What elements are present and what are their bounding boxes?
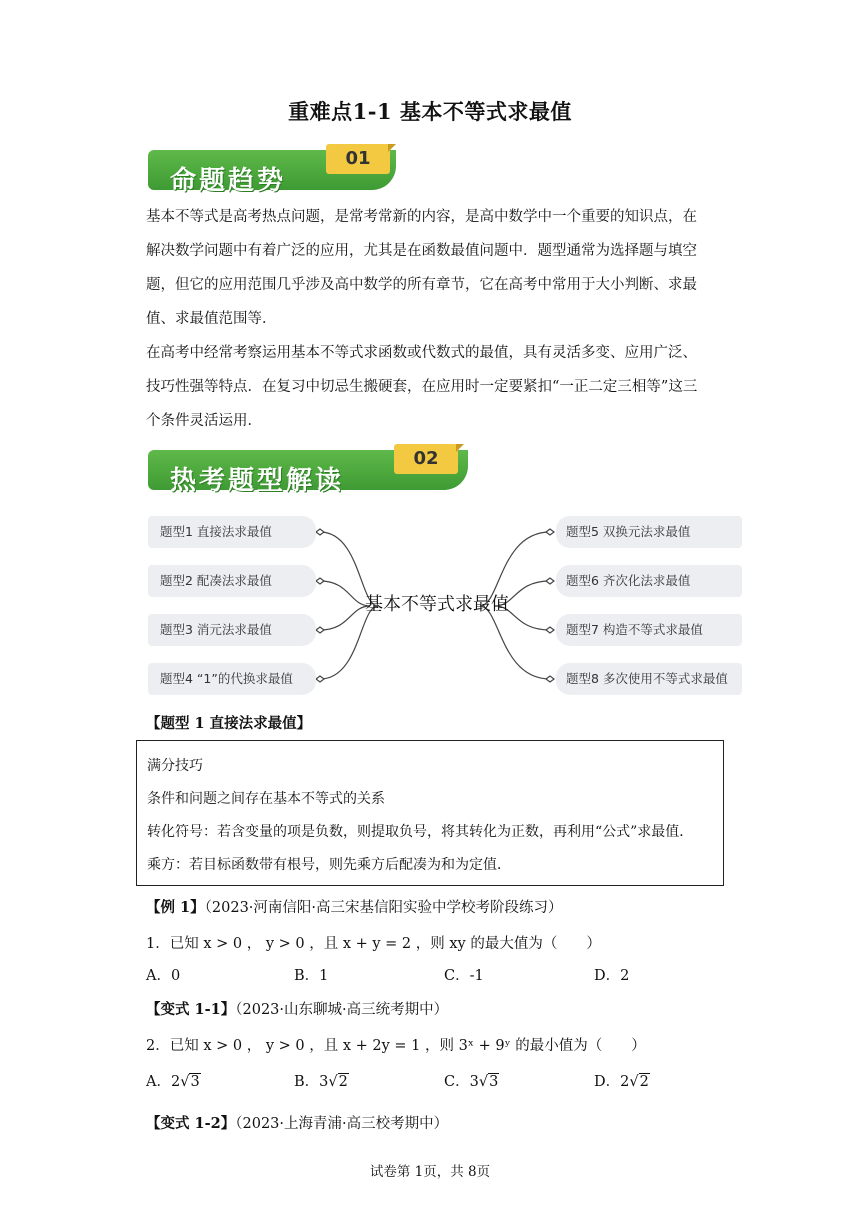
banner-number-tag: 01 (326, 144, 390, 174)
node-diamond (546, 529, 554, 535)
mindmap-node-type-8: 题型8 多次使用不等式求最值 (556, 663, 742, 695)
option-d (594, 1070, 650, 1091)
option-prefix: D． (594, 1074, 621, 1090)
option-b: B．1 (294, 968, 329, 984)
intro-line: 解决数学问题中有着广泛的应用，尤其是在函数最值问题中．题型通常为选择题与填空 (146, 243, 697, 259)
question-2: 2．已知 x > 0 ， y > 0 ，且 x + 2y = 1 ，则 3ˣ + 9ʸ 的最小值为（ ） (146, 1038, 646, 1054)
question-1-options (146, 964, 746, 986)
question-1: 1．已知 x > 0 ， y > 0 ，且 x + y = 2 ，则 xy 的最大值为（ ） (146, 936, 601, 952)
option-a: A．0 (146, 968, 181, 984)
intro-paragraph-2 (146, 336, 716, 438)
radicand: 3 (190, 1074, 200, 1090)
example-1-header (146, 896, 563, 917)
tip-line: 条件和问题之间存在基本不等式的关系 (147, 791, 385, 807)
mindmap-node-type-6: 题型6 齐次化法求最值 (556, 565, 742, 597)
variant-source: （2023·上海青浦·高三校考期中） (235, 1116, 449, 1132)
banner-text: 热考题型解读 (170, 466, 345, 496)
radicand: 2 (639, 1074, 649, 1090)
mindmap-node-type-4: 题型4 “1”的代换求最值 (148, 663, 316, 695)
node-diamond (316, 627, 324, 633)
tips-box (136, 740, 724, 886)
tag-fold (388, 144, 396, 152)
radicand: 2 (338, 1074, 348, 1090)
banner-text: 命题趋势 (170, 166, 287, 196)
coefficient: 2 (170, 1074, 181, 1090)
coefficient: 2 (620, 1074, 630, 1090)
node-diamond (316, 676, 324, 682)
tip-title: 满分技巧 (147, 758, 203, 774)
option-c: C．-1 (444, 968, 484, 984)
coefficient: 3 (469, 1074, 479, 1090)
intro-paragraph-1 (146, 200, 716, 336)
node-diamond (546, 676, 554, 682)
tip-line: 乘方：若目标函数带有根号，则先乘方后配凑为和为定值． (147, 857, 511, 873)
tag-fold (456, 444, 464, 452)
variant-source: （2023·山东聊城·高三统考期中） (235, 1002, 449, 1018)
section-banner-hot-topics (148, 444, 478, 494)
mindmap-node-type-5: 题型5 双换元法求最值 (556, 516, 742, 548)
page-footer: 试卷第 1页，共 8页 (369, 1164, 491, 1180)
node-diamond (316, 578, 324, 584)
coefficient: 3 (319, 1074, 329, 1090)
section-heading-type-1: 【题型 1 直接法求最值】 (146, 715, 312, 732)
section-banner-trend (148, 144, 406, 194)
mindmap-node-type-3: 题型3 消元法求最值 (148, 614, 316, 646)
node-diamond (546, 627, 554, 633)
mindmap-node-type-1: 题型1 直接法求最值 (148, 516, 316, 548)
variant-1-1-header (146, 998, 448, 1019)
sqrt-expression: 3√3 (469, 1074, 499, 1090)
page-title: 重难点1-1 基本不等式求最值 (288, 99, 572, 124)
banner-number-tag: 02 (394, 444, 458, 474)
node-diamond (546, 578, 554, 584)
mindmap-node-type-2: 题型2 配凑法求最值 (148, 565, 316, 597)
intro-line: 基本不等式是高考热点问题，是常考常新的内容，是高中数学中一个重要的知识点，在 (146, 209, 697, 225)
sqrt-expression: 3√2 (319, 1074, 348, 1090)
intro-line: 题，但它的应用范围几乎涉及高中数学的所有章节，它在高考中常用于大小判断、求最 (146, 277, 697, 293)
intro-line: 在高考中经常考察运用基本不等式求函数或代数式的最值，具有灵活多变、应用广泛、 (146, 345, 697, 361)
tip-line: 转化符号：若含变量的项是负数，则提取负号，将其转化为正数，再利用“公式”求最值． (147, 824, 694, 840)
mindmap-node-type-7: 题型7 构造不等式求最值 (556, 614, 742, 646)
node-diamond (316, 529, 324, 535)
option-prefix: B． (294, 1074, 320, 1090)
option-c (444, 1070, 499, 1091)
sqrt-expression: 2√3 (170, 1074, 200, 1090)
variant-1-2-header (146, 1112, 448, 1133)
example-label: 【例 1】 (146, 899, 205, 916)
sqrt-expression: 2√2 (620, 1074, 649, 1090)
option-b (294, 1070, 349, 1091)
intro-line: 个条件灵活运用． (146, 413, 262, 429)
option-prefix: C． (444, 1074, 470, 1090)
mindmap-center: 基本不等式求最值 (365, 594, 509, 615)
variant-label: 【变式 1-2】 (146, 1115, 236, 1132)
option-d: D．2 (594, 968, 630, 984)
radicand: 3 (489, 1074, 499, 1090)
option-a (146, 1070, 201, 1091)
intro-line: 值、求最值范围等． (146, 311, 277, 327)
question-2-options (146, 1070, 746, 1094)
option-prefix: A． (146, 1074, 171, 1090)
intro-line: 技巧性强等特点．在复习中切忌生搬硬套，在应用时一定要紧扣“一正二定三相等”这三 (146, 379, 698, 395)
variant-label: 【变式 1-1】 (146, 1001, 236, 1018)
example-source: （2023·河南信阳·高三宋基信阳实验中学校考阶段练习） (204, 900, 563, 916)
